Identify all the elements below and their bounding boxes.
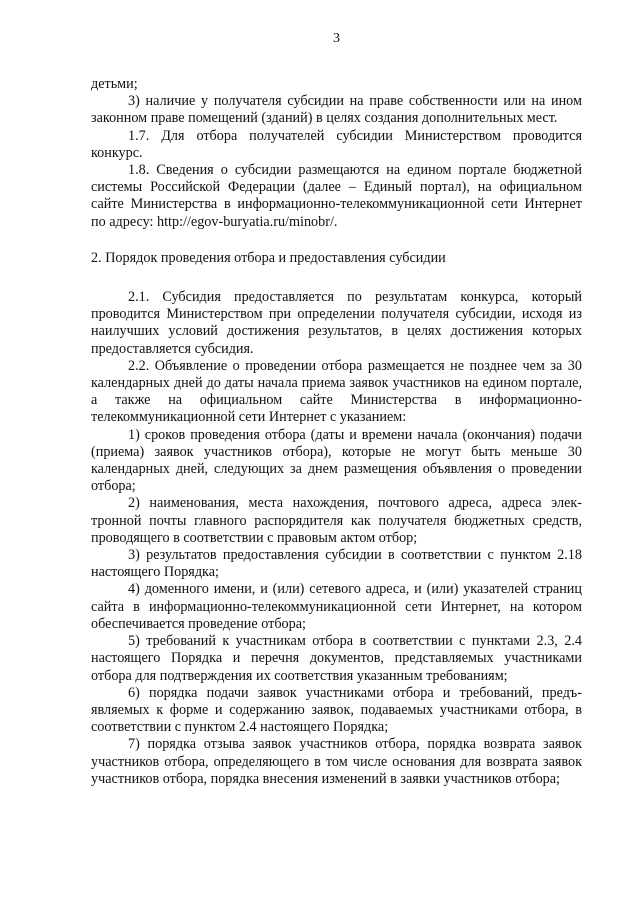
document-body <box>91 76 582 788</box>
paragraph-2: 3) наличие у получателя субсидии на праве собственности или на ином законном праве помещений (зданий) в целях создания дополнительных мест. <box>91 93 582 127</box>
document-page <box>91 0 582 905</box>
paragraph-5: 2.1. Субсидия предоставляется по результатам конкурса, который проводится Министерством при определении получателя субсидии, исходя из наилучших условий достижения результатов, в целях достижения которых предоставляется субсидия. <box>91 289 582 357</box>
list-item-6: 6) порядка подачи заявок участниками отбора и требований, предъявляемых к форме и содержанию заявок, подаваемых участниками отбора, в соответствии с пунктом 2.4 настоящего Порядка; <box>91 684 582 736</box>
paragraph-6: 2.2. Объявление о проведении отбора размещается не позднее чем за 30 календарных дней до даты начала приема заявок участников на едином портале, а также на официальном сайте Министерства в информационно-телекоммуникационной сети Интернет с указанием: <box>91 357 582 426</box>
section-heading: 2. Порядок проведения отбора и предоставления субсидии <box>91 249 446 266</box>
page-number: 3 <box>333 31 340 46</box>
list-item-7: 7) порядка отзыва заявок участников отбора, порядка возврата заявок участников отбора, определяющего в том числе основания для возврата заявок участников отбора, порядка внесения изменений в заявки участников отбора; <box>91 736 582 787</box>
paragraph-1: детьми; <box>91 76 138 92</box>
list-item-5: 5) требований к участникам отбора в соответствии с пунктами 2.3, 2.4 настоящего Порядка и перечня документов, представляемых участниками отбора для подтверждения их соответствия указанным требованиям; <box>91 633 582 684</box>
list-item-1: 1) сроков проведения отбора (даты и времени начала (окончания) подачи (приема) заявок участников отбора), которые не могут быть меньше 30 календарных дней, следующих за днем размещения объявления о проведении отбора; <box>91 426 582 495</box>
paragraph-4: 1.8. Сведения о субсидии размещаются на едином портале бюджетной системы Российской Федерации (далее – Единый портал), на официальном сайте Министерства в информационно-телекоммуникационной сети Интернет по адресу: http://egov-buryatia.ru/minobr/. <box>91 162 582 230</box>
list-item-3: 3) результатов предоставления субсидии в соответствии с пунктом 2.18 настоящего Порядка; <box>91 547 582 581</box>
list-item-4: 4) доменного имени, и (или) сетевого адреса, и (или) указателей страниц сайта в информационно-телекоммуникационной сети Интернет, на котором обеспечивается проведение отбора; <box>91 581 582 632</box>
paragraph-3: 1.7. Для отбора получателей субсидии Министерством проводится конкурс. <box>91 127 582 161</box>
list-item-2: 2) наименования, места нахождения, почтового адреса, адреса электронной почты главного распорядителя как получателя бюджетных средств, проводящего в соответствии с правовым актом отбор; <box>91 495 582 546</box>
